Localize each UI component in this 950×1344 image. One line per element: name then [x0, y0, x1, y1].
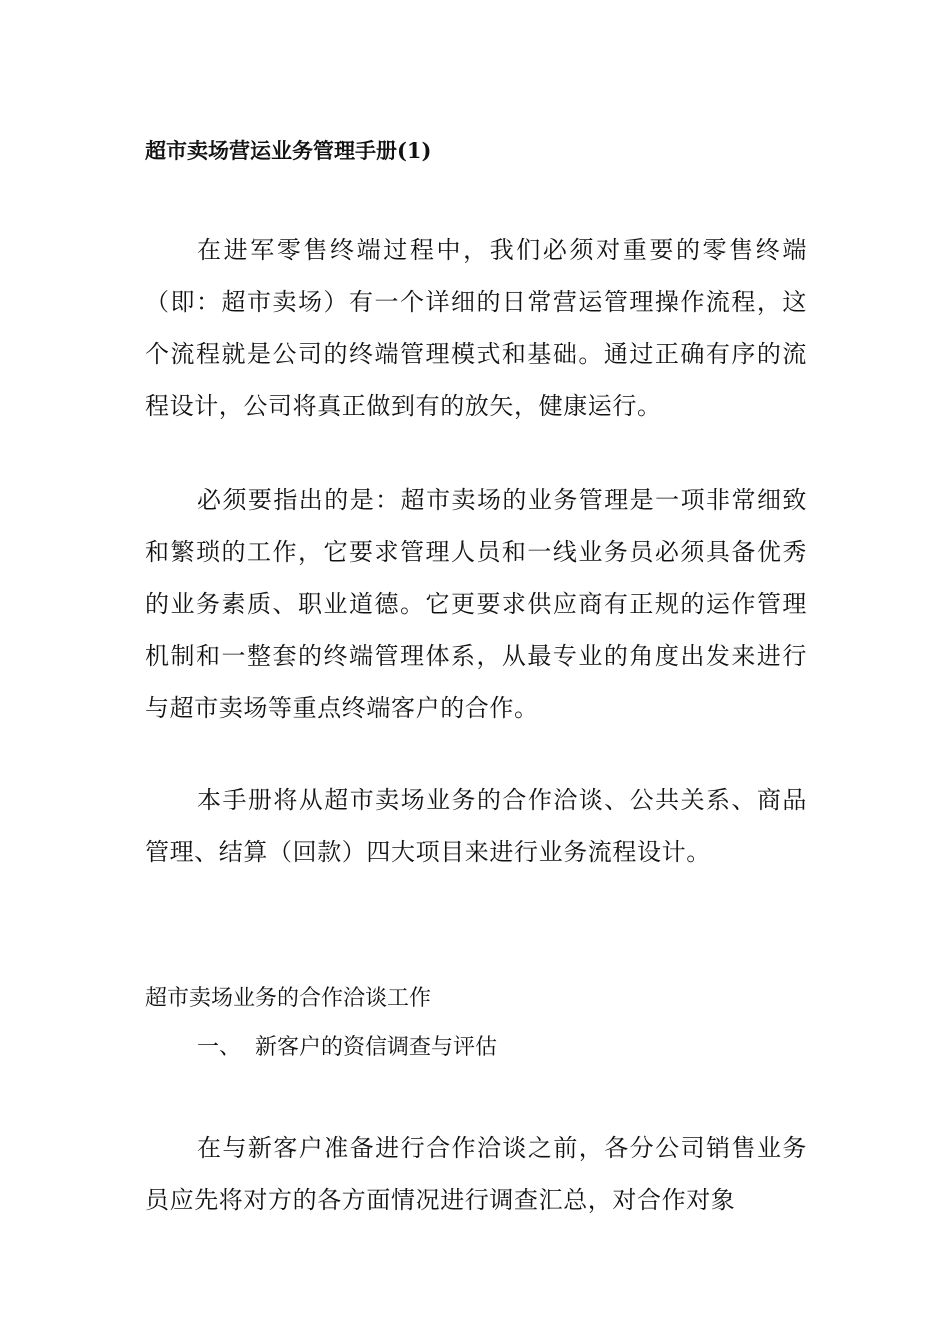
intro-paragraph-2: 必须要指出的是：超市卖场的业务管理是一项非常细致和繁琐的工作，它要求管理人员和一线业务员必须具备优秀的业务素质、职业道德。它更要求供应商有正规的运作管理机制和一整套的终端管理体系，从最专业的角度出发来进行与超市卖场等重点终端客户的合作。 — [145, 486, 807, 722]
subsection-label: 新客户的资信调查与评估 — [255, 1035, 498, 1060]
subsection-number: 一、 — [197, 1035, 242, 1060]
document-title: 超市卖场营运业务管理手册(1) — [145, 138, 432, 163]
section-title: 超市卖场业务的合作洽谈工作 — [145, 986, 432, 1011]
intro-paragraph-3: 本手册将从超市卖场业务的合作洽谈、公共关系、商品管理、结算（回款）四大项目来进行业务流程设计。 — [145, 786, 807, 866]
body-paragraph: 在与新客户准备进行合作洽谈之前，各分公司销售业务员应先将对方的各方面情况进行调查汇总，对合作对象 — [145, 1134, 807, 1214]
intro-paragraph-1: 在进军零售终端过程中，我们必须对重要的零售终端（即：超市卖场）有一个详细的日常营运管理操作流程，这个流程就是公司的终端管理模式和基础。通过正确有序的流程设计，公司将真正做到有的放矢，健康运行。 — [145, 236, 807, 420]
subsection-title — [197, 1031, 497, 1065]
